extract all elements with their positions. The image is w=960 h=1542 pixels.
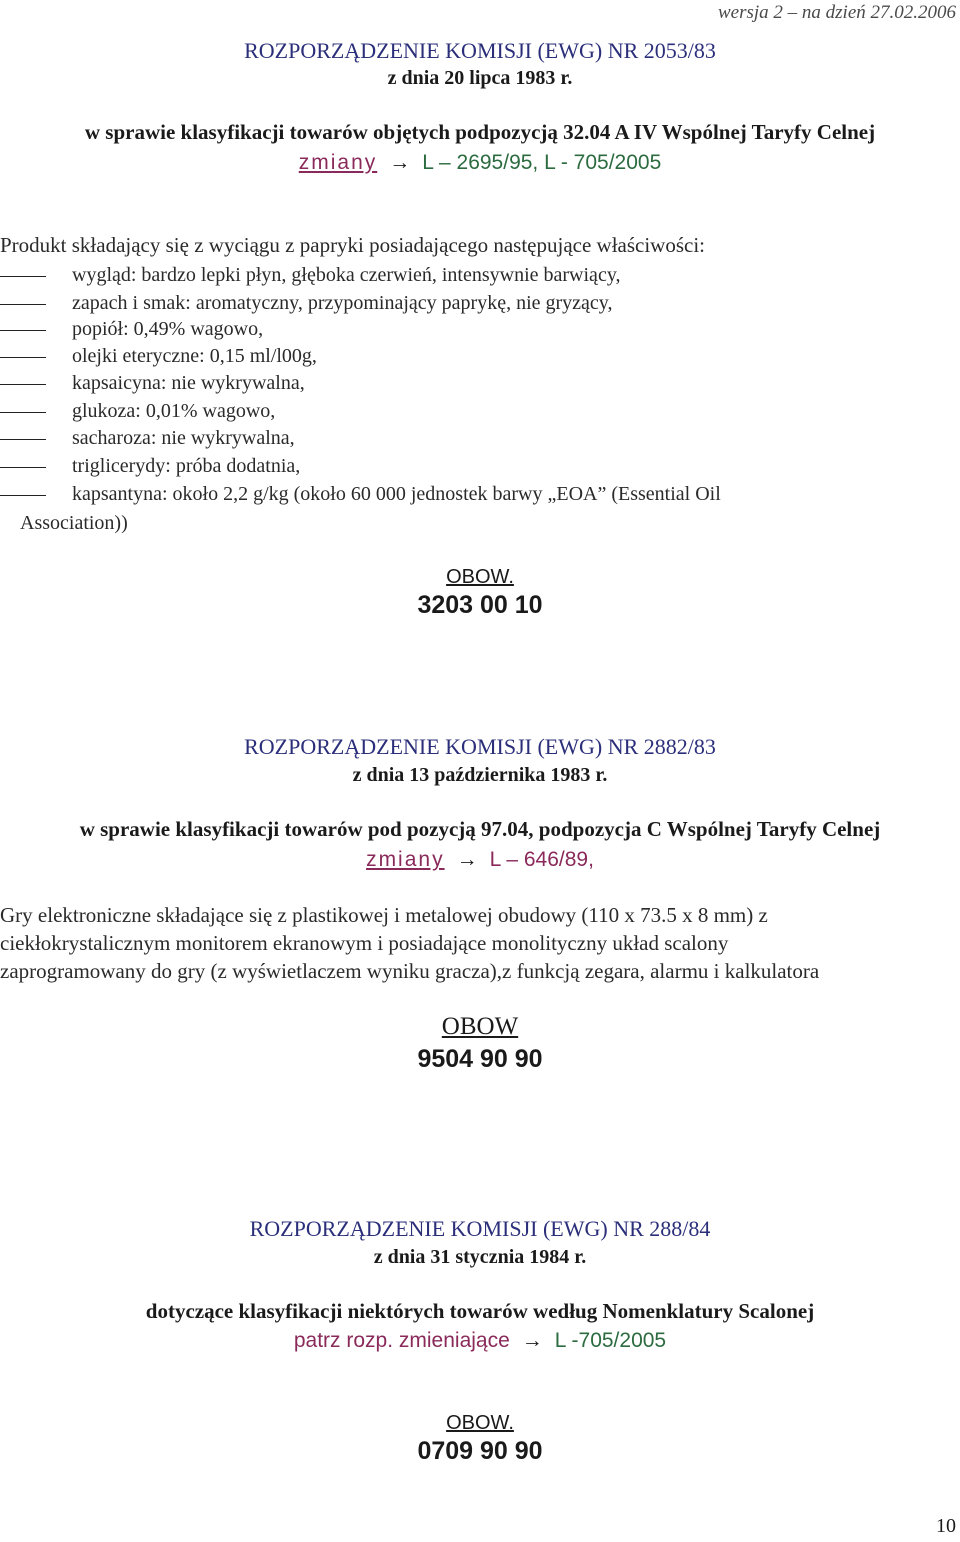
dash-icon: [0, 384, 46, 385]
tariff-code: 3203 00 10: [417, 591, 543, 619]
see-label[interactable]: patrz rozp. zmieniające: [293, 1329, 510, 1352]
page-number: 10: [936, 1515, 956, 1537]
changes-refs[interactable]: L – 646/89,: [489, 848, 594, 871]
changes-label[interactable]: zmiany: [366, 848, 445, 871]
description-line: ciekłokrystalicznym monitorem ekranowym i posiadające monolityczny układ scalony: [0, 931, 729, 955]
list-item: kapsaicyna: nie wykrywalna,: [0, 372, 305, 395]
list-item: triglicerydy: próba dodatnia,: [0, 455, 300, 478]
see-ref[interactable]: L -705/2005: [554, 1329, 667, 1352]
list-item: wygląd: bardzo lepki płyn, głęboka czerwień, intensywnie barwiący,: [0, 264, 621, 287]
regulation-title-2882-83: ROZPORZĄDZENIE KOMISJI (EWG) NR 2882/83: [244, 734, 716, 759]
product-intro: Produkt składający się z wyciągu z papryki posiadającego następujące właściwości:: [0, 233, 706, 257]
list-item: popiół: 0,49% wagowo,: [0, 318, 263, 341]
dash-icon: [0, 330, 46, 331]
changes-line: [0, 151, 960, 175]
list-item-continuation: Association)): [20, 512, 128, 534]
dash-icon: [0, 467, 46, 468]
version-note: wersja 2 – na dzień 27.02.2006: [717, 2, 956, 23]
regulation-title-288-84: ROZPORZĄDZENIE KOMISJI (EWG) NR 288/84: [249, 1216, 711, 1241]
list-item: olejki eteryczne: 0,15 ml/l00g,: [0, 345, 317, 368]
tariff-code: 9504 90 90: [417, 1045, 543, 1073]
list-item: glukoza: 0,01% wagowo,: [0, 400, 275, 423]
regulation-date: z dnia 31 stycznia 1984 r.: [373, 1246, 587, 1268]
arrow-right-icon: →: [456, 848, 478, 871]
regulation-subject: w sprawie klasyfikacji towarów objętych podpozycją 32.04 A IV Wspólnej Taryfy Celnej: [84, 120, 876, 144]
regulation-title-2053-83: ROZPORZĄDZENIE KOMISJI (EWG) NR 2053/83: [244, 38, 716, 63]
changes-label[interactable]: zmiany: [298, 151, 378, 174]
changes-refs[interactable]: L – 2695/95, L - 705/2005: [422, 151, 662, 174]
changes-line: [0, 848, 960, 872]
dash-icon: [0, 495, 46, 496]
dash-icon: [0, 276, 46, 277]
regulation-date: z dnia 20 lipca 1983 r.: [387, 67, 573, 89]
obow-label: OBOW.: [446, 1412, 514, 1434]
dash-icon: [0, 412, 46, 413]
arrow-right-icon: →: [389, 151, 411, 174]
list-item: kapsantyna: około 2,2 g/kg (około 60 000 jednostek barwy „EOA” (Essential Oil: [0, 483, 721, 506]
see-also-line: [0, 1329, 960, 1353]
regulation-subject: w sprawie klasyfikacji towarów pod pozycją 97.04, podpozycja C Wspólnej Taryfy Celnej: [79, 817, 881, 841]
description-line: Gry elektroniczne składające się z plastikowej i metalowej obudowy (110 x 73.5 x 8 mm) z: [0, 903, 768, 927]
description-line: zaprogramowany do gry (z wyświetlaczem wyniku gracza),z funkcją zegara, alarmu i kalkulatora: [0, 959, 820, 983]
dash-icon: [0, 439, 46, 440]
obow-label: OBOW.: [446, 566, 514, 588]
arrow-right-icon: →: [521, 1329, 543, 1352]
dash-icon: [0, 304, 46, 305]
list-item: zapach i smak: aromatyczny, przypominający paprykę, nie gryzący,: [0, 292, 613, 315]
obow-label: OBOW: [441, 1013, 519, 1040]
dash-icon: [0, 357, 46, 358]
list-item: sacharoza: nie wykrywalna,: [0, 427, 295, 450]
regulation-date: z dnia 13 października 1983 r.: [352, 764, 608, 786]
tariff-code: 0709 90 90: [417, 1437, 543, 1465]
regulation-subject: dotyczące klasyfikacji niektórych towarów według Nomenklatury Scalonej: [145, 1299, 815, 1323]
